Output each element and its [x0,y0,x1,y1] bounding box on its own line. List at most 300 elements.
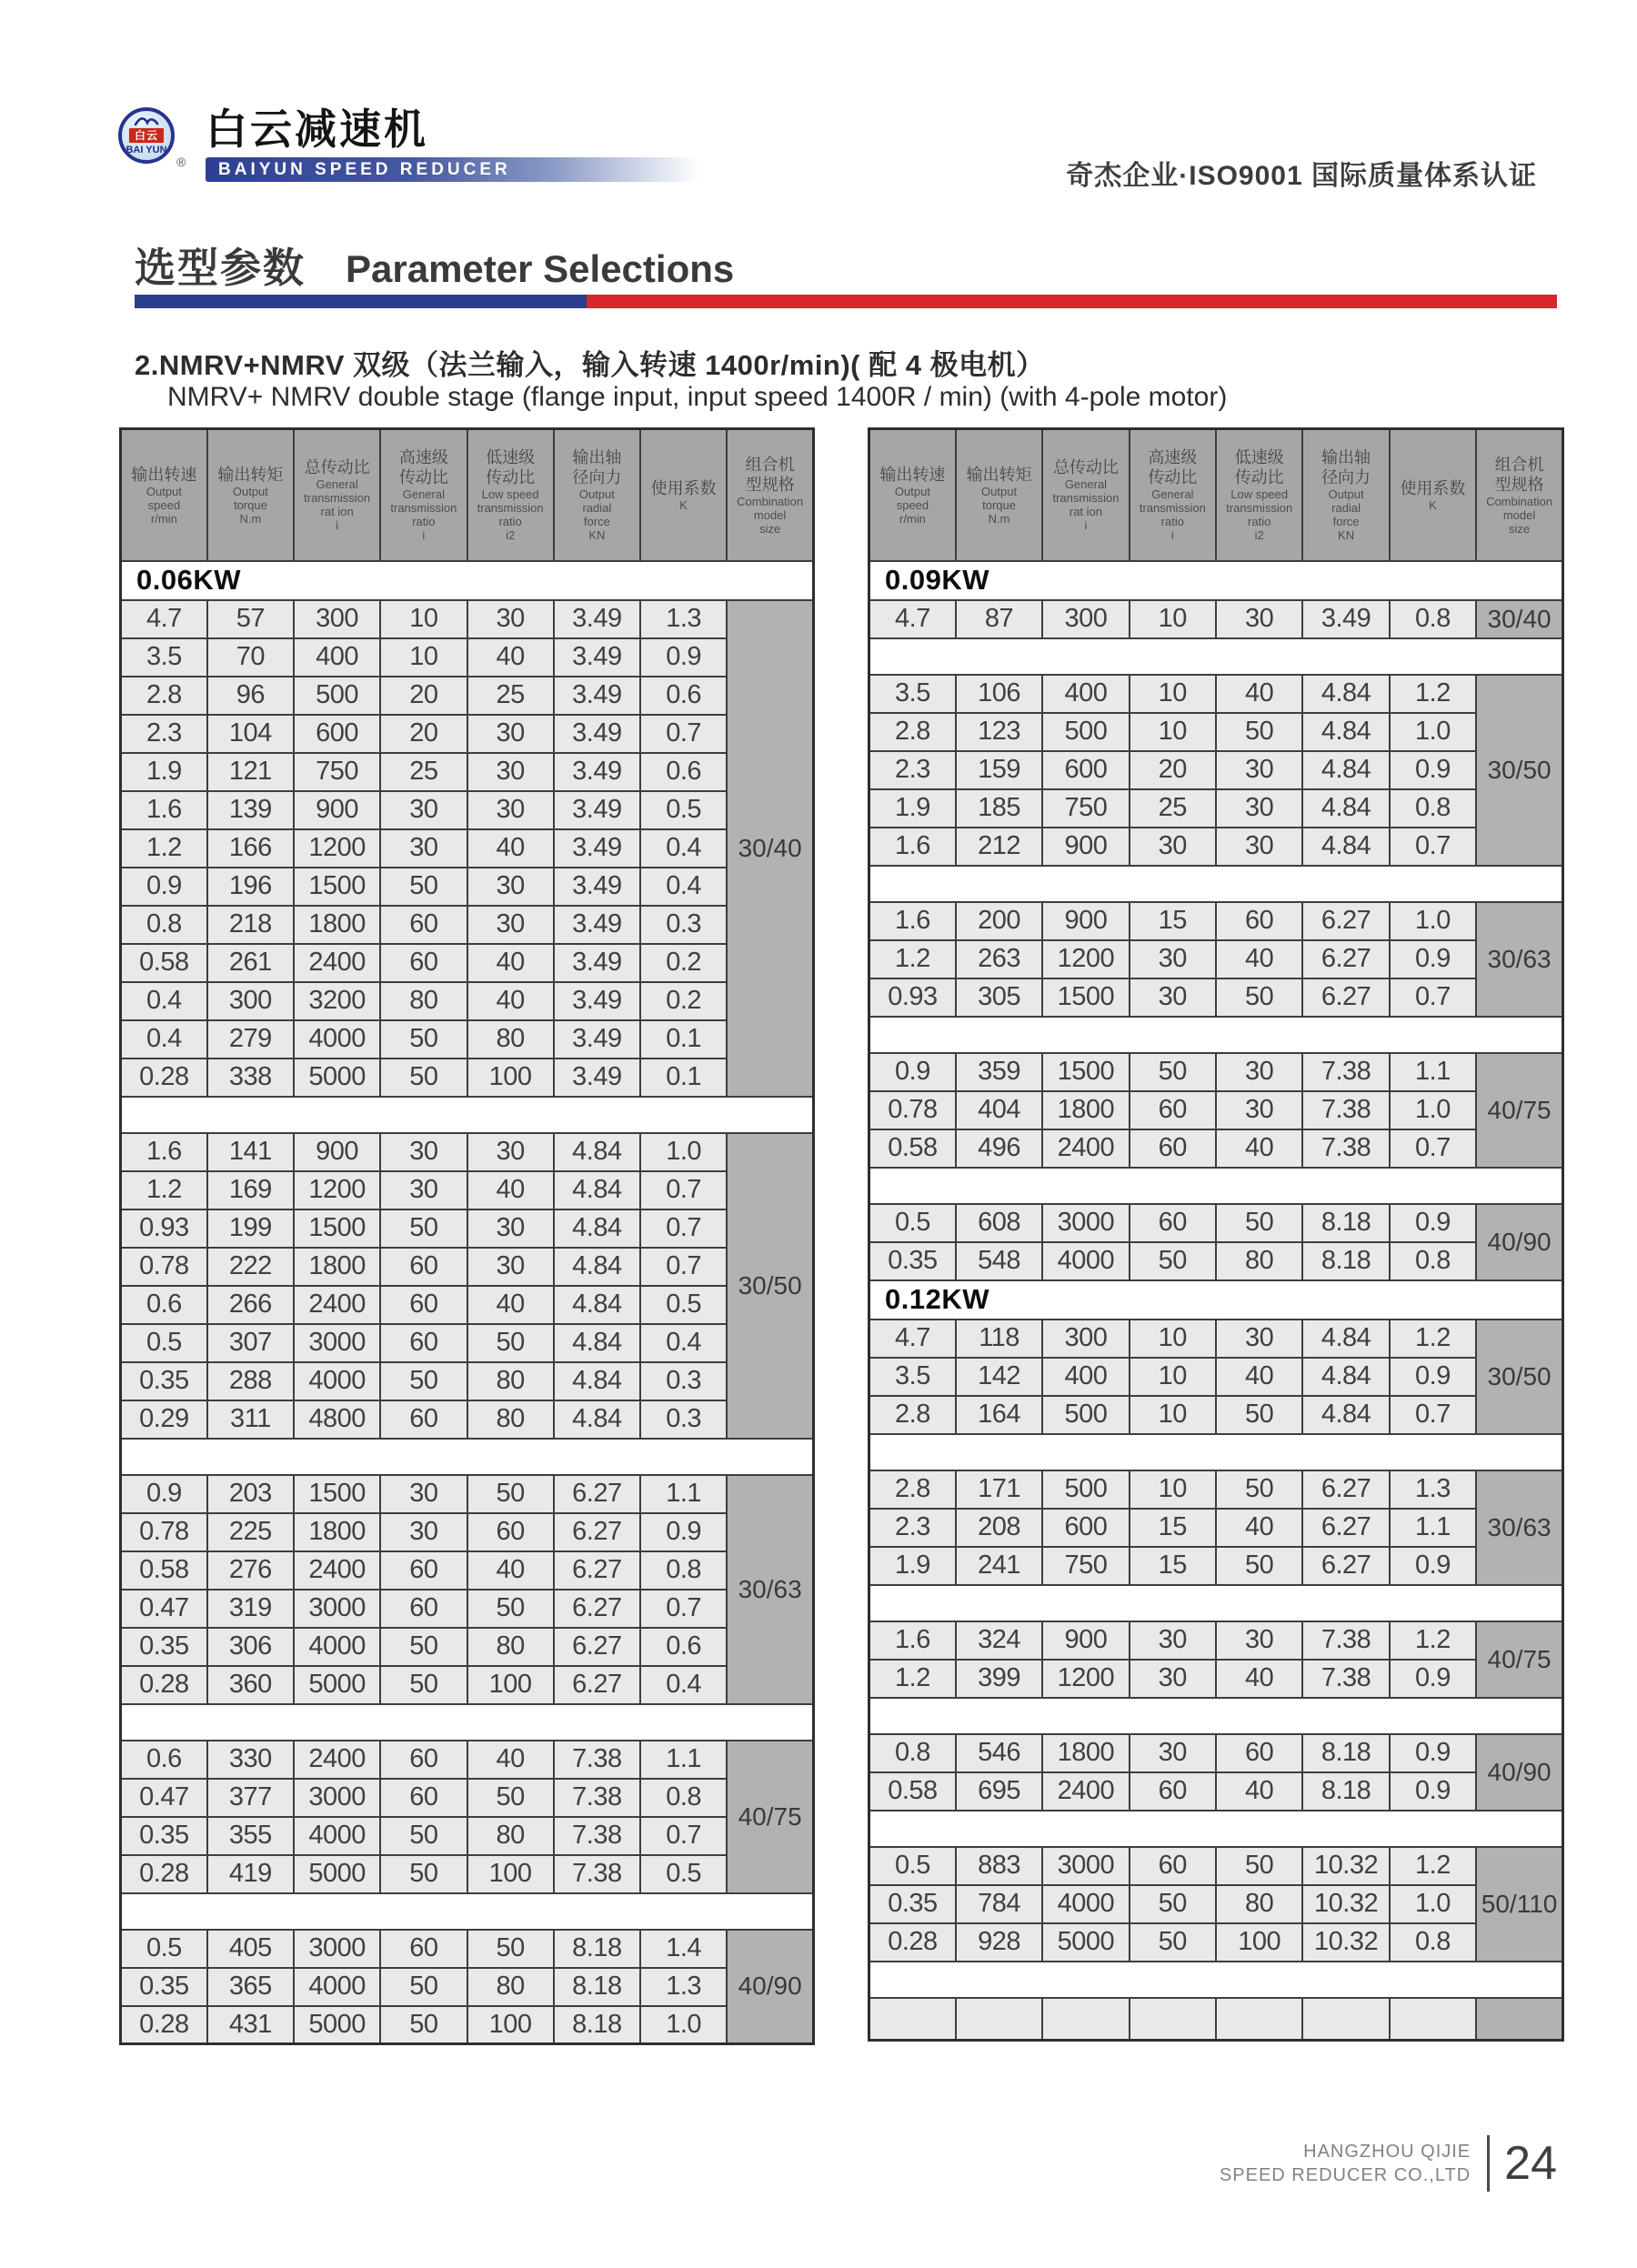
table-cell: 2400 [1042,1129,1129,1168]
table-cell: 50 [467,1779,554,1817]
table-cell: 2.8 [869,713,956,751]
table-cell: 30 [1130,940,1216,978]
table-cell: 0.5 [869,1204,956,1242]
table-cell: 900 [1042,1621,1129,1660]
brand-header [118,107,719,182]
table-cell: 0.5 [640,1286,727,1324]
table-cell: 80 [467,1817,554,1855]
table-cell: 6.27 [1302,1509,1389,1547]
table-cell: 4.84 [554,1171,640,1209]
table-cell: 1.2 [1390,675,1476,713]
table-cell: 1800 [1042,1734,1129,1772]
logo-badge-en: BAI YUN [126,145,167,156]
table-cell: 4.84 [554,1133,640,1171]
column-header: 总传动比 General transmission rat ion i [1042,429,1129,561]
table-cell: 30 [1216,1320,1302,1358]
table-cell: 118 [956,1320,1042,1358]
table-cell: 80 [467,1968,554,2006]
table-cell: 30 [380,1513,467,1551]
table-row [121,715,814,753]
table-cell: 50 [467,1590,554,1628]
table-cell: 30 [1216,1621,1302,1660]
table-cell: 784 [956,1885,1042,1923]
table-cell: 5000 [294,1059,380,1097]
table-cell: 30 [380,791,467,829]
table-row [869,1547,1563,1585]
registered-mark: ® [176,155,186,169]
table-cell: 324 [956,1621,1042,1660]
table-cell: 405 [207,1930,294,1968]
table-cell: 10.32 [1302,1885,1389,1923]
table-cell: 25 [1130,789,1216,828]
table-row [121,1209,814,1248]
table-cell: 40 [467,944,554,982]
combination-cell: 30/50 [727,1133,813,1439]
underline-blue-segment [135,295,587,308]
table-cell: 96 [207,677,294,715]
gap-row [869,1434,1563,1470]
table-cell: 10 [1130,600,1216,638]
table-cell: 900 [294,791,380,829]
table-cell: 8.18 [1302,1242,1389,1280]
table-cell: 225 [207,1513,294,1551]
table-cell: 4.84 [554,1286,640,1324]
table-cell: 1.2 [1390,1847,1476,1885]
parameters-table-right [868,427,1564,2042]
table-cell: 3000 [1042,1204,1129,1242]
gap-row [121,1704,814,1741]
subtitle-cn: 2.NMRV+NMRV 双级（法兰输入，输入转速 1400r/min)( 配 4 极电机） [135,349,1045,381]
page-title-en: Parameter Selections [346,247,735,290]
brand-name: 白云减速机 [206,105,428,153]
table-cell: 60 [1130,1772,1216,1811]
table-cell: 10 [1130,1358,1216,1396]
table-row [121,1286,814,1324]
table-cell: 276 [207,1551,294,1590]
table-cell: 30 [1130,978,1216,1017]
column-header: 组合机 型规格 Combination model size [727,429,813,561]
table-cell: 30 [1130,828,1216,866]
table-cell: 266 [207,1286,294,1324]
table-row [869,1242,1563,1280]
table-cell: 40 [467,829,554,868]
table-cell: 4000 [294,1817,380,1855]
table-cell: 142 [956,1358,1042,1396]
gap-row [869,1962,1563,1998]
table-cell: 0.8 [1390,600,1476,638]
table-cell: 50 [380,1817,467,1855]
table-cell: 0.5 [121,1930,207,1968]
table-cell: 4.84 [1302,1396,1389,1434]
table-cell: 10 [1130,675,1216,713]
table-cell: 330 [207,1741,294,1779]
table-cell: 60 [380,1551,467,1590]
table-cell: 3.5 [869,1358,956,1396]
table-cell: 0.3 [640,1400,727,1439]
table-cell: 40 [1216,675,1302,713]
table-cell: 30 [1130,1734,1216,1772]
table-cell: 2400 [294,1741,380,1779]
table-cell: 3200 [294,982,380,1020]
table-cell: 50 [467,1324,554,1362]
table-cell: 30 [1216,600,1302,638]
table-cell: 15 [1130,902,1216,940]
table-row [121,1059,814,1097]
gap-row [121,1439,814,1475]
table-cell: 3.49 [554,715,640,753]
table-cell: 2.3 [121,715,207,753]
table-cell: 169 [207,1171,294,1209]
table-cell: 40 [1216,1358,1302,1396]
table-cell: 3.49 [554,677,640,715]
table-cell: 750 [1042,1547,1129,1585]
table-cell: 0.9 [1390,940,1476,978]
table-cell: 80 [467,1628,554,1666]
table-cell: 0.5 [640,791,727,829]
power-section-row [121,561,814,600]
table-cell: 60 [380,944,467,982]
table-cell: 60 [1130,1091,1216,1129]
table-cell: 500 [294,677,380,715]
table-cell: 0.9 [1390,751,1476,789]
table-cell: 0.9 [1390,1547,1476,1585]
table-cell: 1.0 [1390,713,1476,751]
table-cell: 3.5 [869,675,956,713]
gap-row [869,1168,1563,1204]
table-cell: 30 [380,1133,467,1171]
table-cell: 600 [294,715,380,753]
table-cell: 5000 [294,1666,380,1704]
table-cell: 6.27 [1302,1470,1389,1509]
table-cell: 1.4 [640,1930,727,1968]
table-cell: 104 [207,715,294,753]
table-cell: 1.6 [869,828,956,866]
combination-cell: 30/63 [1476,1470,1562,1585]
table-cell: 1.1 [640,1475,727,1513]
table-cell: 30 [1216,751,1302,789]
table-cell: 30 [380,1171,467,1209]
table-cell: 608 [956,1204,1042,1242]
table-cell: 0.5 [869,1847,956,1885]
column-header: 低速级 传动比 Low speed transmission ratio i2 [467,429,554,561]
table-row [869,1396,1563,1434]
column-header: 组合机 型规格 Combination model size [1476,429,1562,561]
table-cell: 431 [207,2006,294,2044]
table-cell: 404 [956,1091,1042,1129]
table-cell: 1.2 [869,940,956,978]
table-cell: 263 [956,940,1042,978]
table-cell: 60 [380,1930,467,1968]
table-cell: 4.84 [1302,828,1389,866]
subtitle-en: NMRV+ NMRV double stage (flange input, input speed 1400R / min) (with 4-pole motor) [167,382,1228,412]
table-row [869,751,1563,789]
gap-row [869,1698,1563,1734]
table-cell: 4000 [1042,1885,1129,1923]
table-cell: 900 [1042,828,1129,866]
table-cell: 0.1 [640,1020,727,1059]
table-cell: 307 [207,1324,294,1362]
empty-row [869,1998,1563,2041]
table-cell: 4000 [1042,1242,1129,1280]
combination-cell [1476,1998,1562,2041]
table-cell: 0.8 [1390,789,1476,828]
combination-cell: 40/75 [1476,1053,1562,1168]
table-cell: 928 [956,1923,1042,1962]
table-cell: 1200 [294,1171,380,1209]
table-cell: 25 [380,753,467,791]
table-cell: 8.18 [1302,1734,1389,1772]
table-cell: 400 [1042,675,1129,713]
power-section-label: 0.09KW [869,561,1563,600]
gap-row [121,1893,814,1930]
table-cell: 3.49 [554,1059,640,1097]
table-cell: 7.38 [1302,1129,1389,1168]
table-cell [956,1998,1042,2041]
table-cell: 57 [207,600,294,638]
table-cell: 50 [380,1628,467,1666]
table-cell: 3.49 [554,829,640,868]
table-cell: 6.27 [1302,940,1389,978]
table-cell: 80 [380,982,467,1020]
table-cell: 300 [294,600,380,638]
table-cell: 0.6 [121,1286,207,1324]
table-cell: 0.7 [640,1248,727,1286]
table-cell: 546 [956,1734,1042,1772]
table-cell: 377 [207,1779,294,1817]
table-cell [869,1998,956,2041]
brand-tagline: BAIYUN SPEED REDUCER [218,159,511,179]
table-cell: 50 [380,2006,467,2044]
table-cell: 4.84 [554,1400,640,1439]
table-cell: 2400 [1042,1772,1129,1811]
table-cell: 40 [1216,940,1302,978]
column-header: 使用系数 K [640,429,727,561]
logo-badge: 白云 [128,127,165,144]
table-cell: 1.9 [869,1547,956,1585]
table-row [869,1053,1563,1091]
table-cell: 1.2 [121,829,207,868]
gap-row [869,1811,1563,1847]
table-cell: 1500 [294,1209,380,1248]
table-cell: 6.27 [554,1513,640,1551]
gap-row [869,1017,1563,1053]
table-cell: 1.2 [1390,1320,1476,1358]
table-cell: 6.27 [554,1551,640,1590]
table-cell: 3.49 [554,906,640,944]
table-cell: 60 [380,1590,467,1628]
table-cell: 15 [1130,1547,1216,1585]
table-cell: 30 [1216,1053,1302,1091]
table-row [869,1129,1563,1168]
table-row [869,902,1563,940]
table-row [869,1772,1563,1811]
table-row [121,1475,814,1513]
table-cell: 0.28 [121,1666,207,1704]
table-cell: 8.18 [554,1968,640,2006]
table-cell: 60 [380,1741,467,1779]
table-cell: 50 [380,1209,467,1248]
table-cell: 222 [207,1248,294,1286]
table-row [869,1509,1563,1547]
title-underline [135,295,1557,308]
table-cell: 60 [1216,902,1302,940]
bird-icon [133,115,160,127]
table-cell: 50 [1130,1885,1216,1923]
table-cell: 4.84 [1302,675,1389,713]
table-cell: 0.8 [121,906,207,944]
table-cell: 30 [380,829,467,868]
gap-row [869,866,1563,902]
table-cell: 0.7 [640,1590,727,1628]
table-cell: 6.27 [1302,902,1389,940]
table-cell: 203 [207,1475,294,1513]
table-cell: 40 [467,1551,554,1590]
gap-row [869,1585,1563,1621]
combination-cell: 40/90 [1476,1734,1562,1811]
table-cell: 4000 [294,1362,380,1400]
table-row [121,1551,814,1590]
table-cell: 0.5 [640,1855,727,1893]
column-header: 输出轴 径向力 Output radial force KN [1302,429,1389,561]
table-row [121,1133,814,1171]
table-cell: 4.84 [1302,751,1389,789]
table-cell: 4.84 [1302,1358,1389,1396]
table-cell: 0.9 [1390,1660,1476,1698]
table-cell: 0.35 [121,1968,207,2006]
table-cell: 1.3 [640,600,727,638]
table-cell: 0.2 [640,982,727,1020]
table-cell: 121 [207,753,294,791]
table-cell: 50 [380,1059,467,1097]
table-row [121,1930,814,1968]
table-cell: 2400 [294,1286,380,1324]
table-row [869,828,1563,866]
table-cell: 3.49 [554,868,640,906]
table-cell: 0.2 [640,944,727,982]
table-cell: 50 [380,1968,467,2006]
table-row [121,1590,814,1628]
table-cell: 20 [380,715,467,753]
table-cell: 20 [1130,751,1216,789]
table-row [121,753,814,791]
table-cell: 4.7 [121,600,207,638]
table-cell: 100 [467,1666,554,1704]
table-cell: 0.28 [121,1855,207,1893]
table-cell: 40 [467,982,554,1020]
table-cell: 288 [207,1362,294,1400]
table-cell: 1.2 [121,1171,207,1209]
table-cell: 600 [1042,751,1129,789]
table-cell: 30 [1130,1621,1216,1660]
table-cell [1216,1998,1302,2041]
table-cell: 166 [207,829,294,868]
table-cell: 60 [380,1248,467,1286]
table-row [869,1091,1563,1129]
table-cell: 1500 [1042,978,1129,1017]
table-cell: 3.49 [554,638,640,677]
table-row [869,1734,1563,1772]
power-section-row [869,1280,1563,1320]
table-cell: 7.38 [554,1741,640,1779]
table-cell: 30 [467,600,554,638]
table-cell: 7.38 [1302,1091,1389,1129]
table-row [121,1779,814,1817]
table-cell: 10 [1130,1320,1216,1358]
column-header: 输出轴 径向力 Output radial force KN [554,429,640,561]
table-cell: 338 [207,1059,294,1097]
table-cell: 1800 [294,1248,380,1286]
table-cell: 20 [380,677,467,715]
table-row [121,944,814,982]
table-cell: 50 [1216,1847,1302,1885]
table-cell: 1.6 [869,902,956,940]
table-row [121,829,814,868]
table-cell: 300 [1042,1320,1129,1358]
table-cell: 0.9 [1390,1772,1476,1811]
table-cell: 0.35 [121,1817,207,1855]
table-cell: 60 [467,1513,554,1551]
brand-text [206,107,719,182]
table-cell: 0.3 [640,1362,727,1400]
combination-cell: 40/75 [1476,1621,1562,1698]
gap-row [869,638,1563,675]
combination-cell: 30/50 [1476,675,1562,866]
table-cell: 60 [1130,1204,1216,1242]
table-cell: 4.84 [1302,1320,1389,1358]
table-row [121,2006,814,2044]
table-cell: 60 [380,1400,467,1439]
table-cell: 2.8 [869,1470,956,1509]
table-cell: 50 [1216,1547,1302,1585]
table-cell: 1.9 [121,753,207,791]
table-cell: 40 [467,1741,554,1779]
table-cell: 0.7 [640,1817,727,1855]
table-cell: 1.0 [640,1133,727,1171]
table-row [869,940,1563,978]
table-row [869,789,1563,828]
table-cell: 4000 [294,1968,380,2006]
table-cell: 60 [1130,1129,1216,1168]
table-cell: 0.9 [121,1475,207,1513]
table-cell: 3.49 [554,944,640,982]
table-cell: 6.27 [554,1475,640,1513]
table-cell: 10 [1130,1470,1216,1509]
column-header: 输出转矩 Output torque N.m [207,429,294,561]
table-cell: 496 [956,1129,1042,1168]
table-cell: 10 [1130,1396,1216,1434]
table-cell: 0.78 [121,1248,207,1286]
table-cell: 50 [380,1020,467,1059]
table-cell: 30 [1216,828,1302,866]
table-row [121,600,814,638]
table-row [869,978,1563,1017]
table-cell: 1.6 [121,1133,207,1171]
table-cell: 40 [467,1286,554,1324]
table-cell: 0.9 [1390,1204,1476,1242]
column-header: 输出转速 Output speed r/min [121,429,207,561]
table-cell: 30 [467,868,554,906]
page-title-cn: 选型参数 [135,245,306,291]
table-cell: 500 [1042,1396,1129,1434]
table-row [121,868,814,906]
table-cell: 30 [1216,1091,1302,1129]
table-cell: 7.38 [1302,1621,1389,1660]
table-cell: 750 [294,753,380,791]
table-cell: 0.78 [121,1513,207,1551]
table-row [869,1470,1563,1509]
combination-cell: 30/40 [1476,600,1562,638]
table-row [121,1362,814,1400]
